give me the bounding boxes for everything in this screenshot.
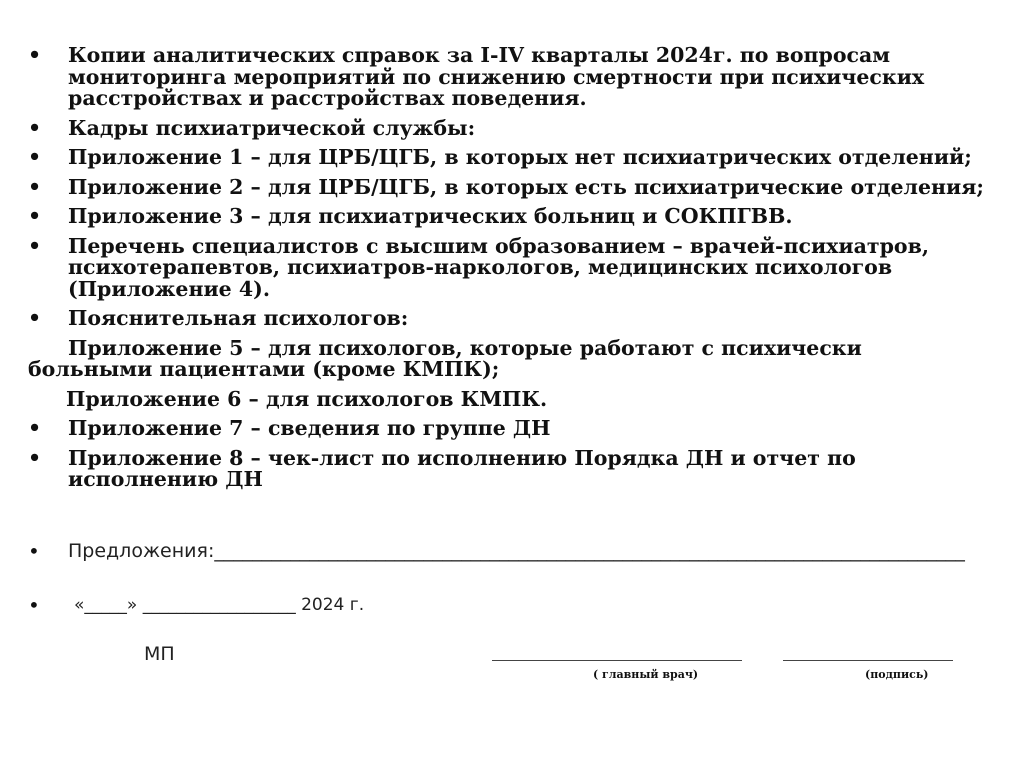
list-item-text: Приложение 8 – чек-лист по исполнению Порядка ДН и отчет по исполнению ДН xyxy=(68,445,856,491)
sub-item-appendix-5: Приложение 5 – для психологов, которые работают с психически больными пациентами (кроме КМПК); xyxy=(28,335,862,381)
bullet-icon: • xyxy=(28,416,42,440)
list-item-analytical-reports xyxy=(28,45,988,110)
list-item-text: Перечень специалистов с высшим образованием – врачей-психиатров, психотерапевтов, психиатров-наркологов, медицинских психологов (Приложение 4). xyxy=(68,233,929,301)
bullet-icon: • xyxy=(28,43,42,67)
bullet-icon: • xyxy=(28,539,40,563)
list-item-appendix-8 xyxy=(28,445,988,491)
bullet-icon: • xyxy=(28,445,42,470)
list-item-specialists xyxy=(28,233,988,301)
bullet-icon: • xyxy=(28,174,42,199)
signature-caption: (подпись) xyxy=(865,668,929,681)
bullet-icon: • xyxy=(28,145,42,169)
list-item-text: Пояснительная психологов: xyxy=(68,306,409,330)
list-item-appendix-1 xyxy=(28,147,988,169)
bullet-icon: • xyxy=(28,204,42,228)
list-item-text: Кадры психиатрической службы: xyxy=(68,115,476,140)
requirements-list xyxy=(28,45,988,499)
signature-line xyxy=(783,648,953,661)
sub-item-appendix-6: Приложение 6 – для психологов КМПК. xyxy=(66,386,548,411)
chief-doctor-signature-line xyxy=(492,648,742,661)
proposals-text: Предложения:_______________________________________________________________________________ xyxy=(68,540,965,562)
date-text: «_____» __________________ 2024 г. xyxy=(74,595,365,615)
bullet-icon: • xyxy=(28,233,42,258)
chief-doctor-caption: ( главный врач) xyxy=(593,668,699,681)
list-item-text: Приложение 7 – сведения по группе ДН xyxy=(68,416,551,440)
bullet-icon: • xyxy=(28,593,40,617)
list-item-text: Приложение 3 – для психиатрических больниц и СОКПГВВ. xyxy=(68,204,793,228)
list-item-staff xyxy=(28,115,988,140)
list-item-text: Приложение 2 – для ЦРБ/ЦГБ, в которых есть психиатрические отделения; xyxy=(68,174,984,199)
bullet-icon: • xyxy=(28,306,42,330)
list-item-appendix-2 xyxy=(28,174,988,199)
list-item-appendix-7 xyxy=(28,418,988,440)
stamp-label: МП xyxy=(144,643,175,665)
list-item-appendix-3 xyxy=(28,206,988,228)
list-item-psychologists-note xyxy=(28,308,988,330)
list-item-text: Копии аналитических справок за I-IV кварталы 2024г. по вопросам мониторинга мероприятий по снижению смертности при психических расстройствах и расстройствах поведения. xyxy=(68,43,925,110)
list-item-text: Приложение 1 – для ЦРБ/ЦГБ, в которых нет психиатрических отделений; xyxy=(68,145,972,169)
bullet-icon: • xyxy=(28,115,42,140)
